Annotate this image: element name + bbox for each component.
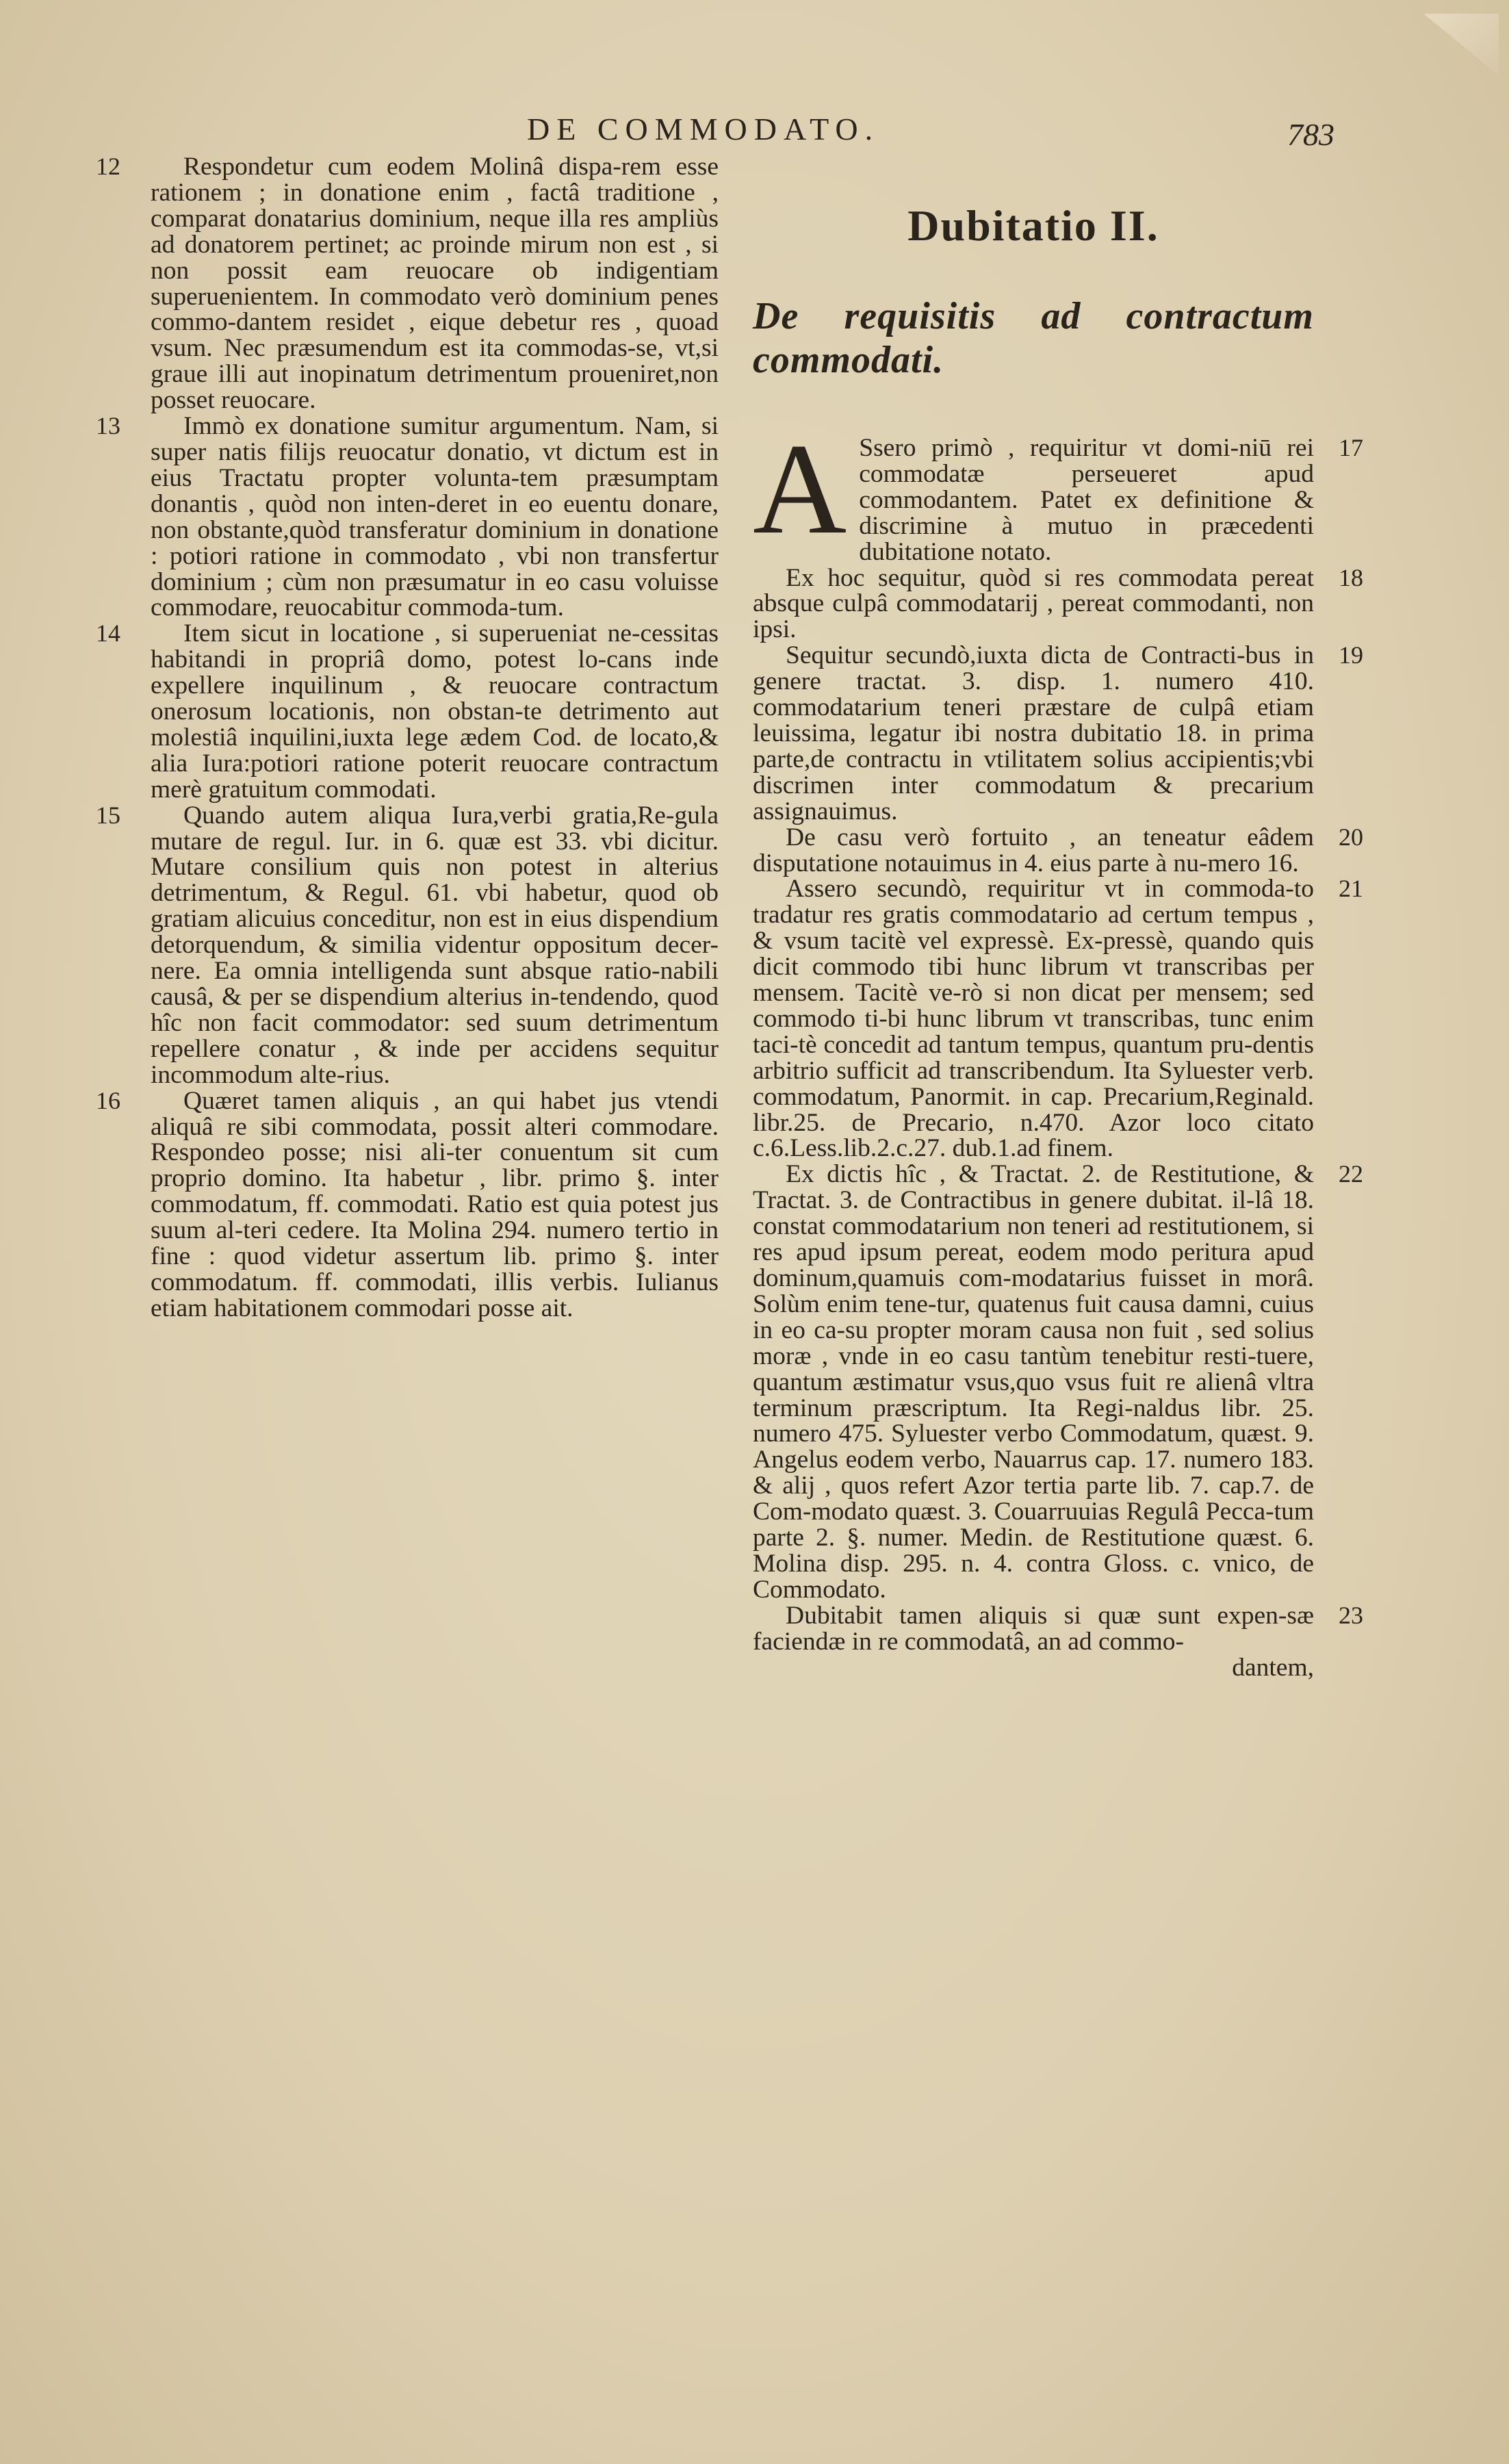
paragraph: 16 Quæret tamen aliquis , an qui habet jus vtendi aliquâ re sibi commodata, possit alteri commodare. Respondeo posse; nisi ali-ter conuentum sit cum proprio domino. Ita habetur , libr. primo §. inter commodatum, ff. commodati. Ratio est quia potest jus suum al-teri cedere. Ita Molina 294. numero tertio in fine : quod videtur assertum lib. primo §. inter commodatum. ff. commodati, illis verbis. Iulianus etiam habitationem commodari posse ait. <box>96 1086 719 1322</box>
paragraph: 12 Respondetur cum eodem Molinâ dispa-rem esse rationem ; in donatione enim , factâ traditione , comparat donatarius dominium, neque illa res ampliùs ad donatorem pertinet; ac proinde mirum non est , si non possit eam reuocare ob indigentiam superuenientem. In commodato verò dominium penes commo-dantem residet , eique debetur res , quoad vsum. Nec præsumendum est ita commodas-se, vt,si graue illi aut inopinatum detrimentum proueniret,non posset reuocare. <box>96 153 719 415</box>
paragraph: 15 Quando autem aliqua Iura,verbi gratia,Re-gula mutare de regul. Iur. in 6. quæ est 33. vbi dicitur. Mutare consilium quis non potest in alterius detrimentum, & Regul. 61. vbi habetur, quod ob gratiam alicuius conceditur, non est in eius dispendium detorquendum, & similia videntur oppositum decer-nere. Ea omnia intelligenda sunt absque ratio-nabili causâ, & per se dispendium alterius in-tendendo, quod hîc non facit commodator: sed suum detrimentum repellere conatur , & inde per accidens sequitur incommodum alte-rius. <box>96 801 719 1089</box>
margin-number: 22 <box>1339 1160 1363 1188</box>
right-column <box>753 198 1363 1682</box>
section-title: Dubitatio II. <box>907 201 1159 250</box>
margin-number: 15 <box>96 801 120 829</box>
margin-number: 17 <box>1339 434 1363 461</box>
margin-number: 13 <box>96 412 120 440</box>
paragraph: 14 Item sicut in locatione , si superueniat ne-cessitas habitandi in propriâ domo, potest lo-cans inde expellere inquilinum , & reuocare contractum onerosum locationis, non obstan-te detrimento aut molestiâ inquilini,iuxta lege ædem Cod. de locato,& alia Iura:potiori ratione poterit reuocare contractum merè gratuitum commodati. <box>96 619 719 804</box>
catchword: dantem, <box>1232 1653 1314 1682</box>
section-subtitle: De requisitis ad contractum commodati. <box>753 295 1314 381</box>
margin-number: 21 <box>1339 875 1363 903</box>
paragraph: 21 Assero secundò, requiritur vt in commoda-to tradatur res gratis commodatario ad certum tempus , & vsum tacitè vel expressè. Ex-pressè, quando quis dicit commodo tibi hunc librum vt transcribas per mensem. Tacitè ve-rò si non dicat per mensem; sed commodo ti-bi hunc librum vt transcribas, tunc enim taci-tè concedit ad tantum tempus, quantum pru-dentis arbitrio sufficit ad transcribendum. Ita Syluester verb. commodatum, Panormit. in cap. Precarium,Reginald. libr.25. de Precario, n.470. Azor loco citato c.6.Less.lib.2.c.27. dub.1.ad finem. <box>753 875 1363 1163</box>
left-column <box>96 153 719 1322</box>
margin-number: 19 <box>1339 641 1363 669</box>
margin-number: 23 <box>1339 1601 1363 1629</box>
paragraph: 18 Ex hoc sequitur, quòd si res commodata pereat absque culpâ commodatarij , pereat commodanti, non ipsi. <box>753 563 1363 644</box>
drop-cap: A <box>753 418 847 561</box>
paragraph: 22 Ex dictis hîc , & Tractat. 2. de Restitutione, & Tractat. 3. de Contractibus in genere dubitat. il-lâ 18. constat commodatarium non teneri ad restitutionem, si res apud ipsum pereat, eodem modo peritura apud dominum,quamuis com-modatarius fuisset in morâ. Solùm enim tene-tur, quatenus fuit causa damni, cuius in eo ca-su propter moram causa non fuit , sed solius moræ , vnde in eo casu tantùm tenebitur resti-tuere, quantum æstimatur vsus,quo vsus fuit re alienâ vltra terminum præscriptum. Ita Regi-naldus libr. 25. numero 475. Syluester verbo Commodatum, quæst. 9. Angelus eodem verbo, Nauarrus cap. 17. numero 183. & alij , quos refert Azor tertia parte lib. 7. cap.7. de Com-modato quæst. 3. Couarruuias Regulâ Pecca-tum parte 2. §. numer. Medin. de Restitutione quæst. 6. Molina disp. 295. n. 4. contra Gloss. c. vnico, de Commodato. <box>753 1160 1363 1604</box>
page-number: 783 <box>1287 117 1334 152</box>
margin-number: 14 <box>96 619 120 647</box>
margin-number: 16 <box>96 1086 120 1114</box>
margin-number: 20 <box>1339 823 1363 851</box>
paragraph: 20 De casu verò fortuito , an teneatur eâdem disputatione notauimus in 4. eius parte à nu-mero 16. <box>753 823 1363 877</box>
running-head: DE COMMODATO. <box>527 112 880 146</box>
margin-number: 12 <box>96 153 120 180</box>
margin-number: 18 <box>1339 563 1363 591</box>
page-header <box>527 111 1334 159</box>
paragraph: 19 Sequitur secundò,iuxta dicta de Contracti-bus in genere tractat. 3. disp. 1. numero 410. commodatarium teneri præstare de culpâ etiam leuissima, legatur ibi nostra dubitatio 18. in prima parte,de contractu in vtilitatem solius accipientis;vbi discrimen inter commodatum & precarium assignauimus. <box>753 641 1363 825</box>
paragraph: 17 A Ssero primò , requiritur vt domi-niū rei commodatæ perseueret apud commodantem. Patet ex definitione & discrimine à mutuo in præcedenti dubitatione notato. <box>753 418 1363 566</box>
paragraph: 13 Immò ex donatione sumitur argumentum. Nam, si super natis filijs reuocatur donatio, vt dictum est in eius Tractatu propter volunta-tem præsumptam donantis , quòd non inten-deret in eo euentu donare, non obstante,quòd transferatur dominium in donatione : potiori ratione in commodato , vbi non transfertur dominium ; cùm non præsumatur in eo casu voluisse commodare, reuocabitur commoda-tum. <box>96 412 719 622</box>
paragraph: 23 Dubitabit tamen aliquis si quæ sunt expen-sæ faciendæ in re commodatâ, an ad commo- <box>753 1601 1363 1656</box>
folded-corner <box>1423 14 1499 75</box>
